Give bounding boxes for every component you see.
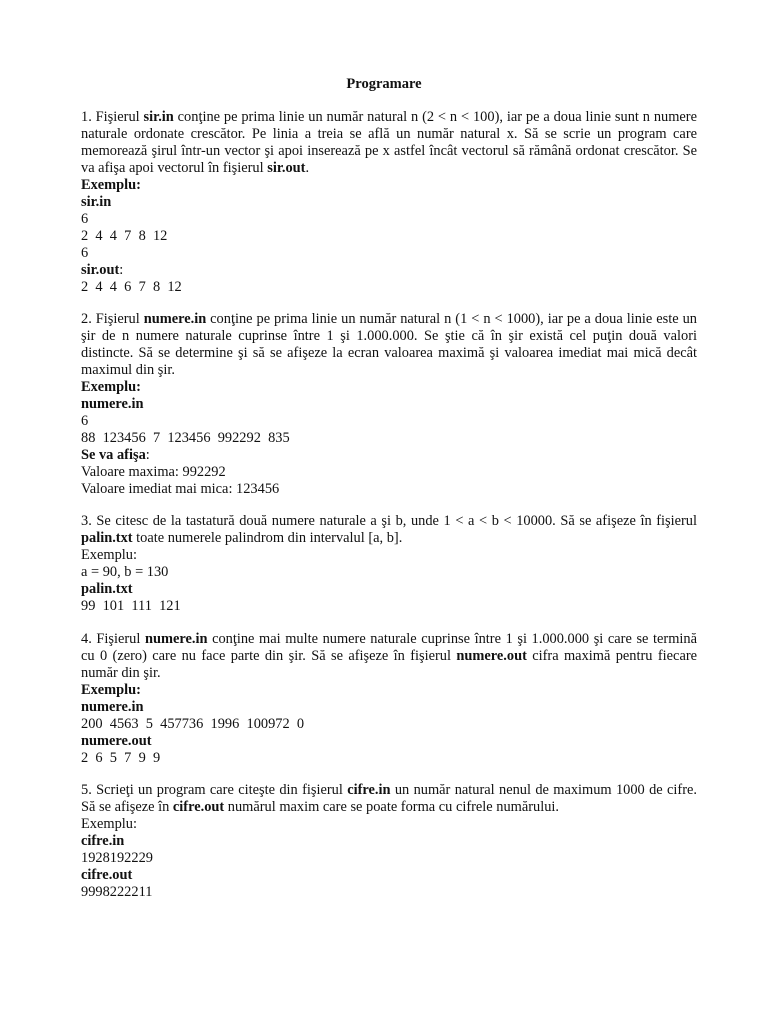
statement-text: numărul maxim care se poate forma cu cifrele numărului. [224, 799, 560, 815]
statement-text: 3. Se citesc de la tastatură două numere naturale a şi b, unde 1 < a < b < 10000. Să se afişeze în fişierul [81, 513, 697, 529]
output-line: 2 6 5 7 9 9 [81, 750, 161, 766]
input-line: 6 [81, 245, 89, 261]
output-file-label: palin.txt [81, 581, 133, 597]
output-label-line [81, 262, 697, 279]
statement-text: conţine pe prima linie un număr natural n (2 < n < 100), iar pe a doua linie sunt n numere naturale ordonate crescător. Pe linia a treia se află un număr natural x. Să se scrie un program care memorează şirul într-un vector şi apoi inserează pe x astfel încât vectorul să rămână ordonat crescător. Se va afişa apoi vectorul în fişierul [81, 109, 697, 176]
output-file-label: numere.out [81, 733, 152, 749]
input-line: a = 90, b = 130 [81, 564, 169, 580]
output-label-suffix: : [119, 262, 124, 278]
statement-text: . [305, 160, 310, 176]
file-name: cifre.in [347, 782, 391, 798]
input-line: 2 4 4 7 8 12 [81, 228, 168, 244]
output-label-line [81, 447, 697, 464]
example-label: Exemplu: [81, 816, 137, 832]
input-line: 88 123456 7 123456 992292 835 [81, 430, 290, 446]
statement-text: conţine mai multe numere naturale cuprinse între 1 şi 1.000.000 şi care se termină cu 0 (zero) care nu face parte din şir. Să se afişeze în fişierul [81, 631, 697, 664]
exercise-2 [81, 311, 697, 498]
exercise-5-statement [81, 782, 697, 816]
file-name: numere.in [143, 311, 207, 327]
exercise-5 [81, 782, 697, 901]
output-line: Valoare imediat mai mica: 123456 [81, 481, 280, 497]
exercise-4 [81, 631, 697, 767]
input-file-label: numere.in [81, 396, 144, 412]
example-label: Exemplu: [81, 682, 141, 698]
output-label-suffix: : [145, 447, 150, 463]
file-name: palin.txt [81, 530, 133, 546]
statement-text: 4. Fişierul [81, 631, 145, 647]
input-file-label: numere.in [81, 699, 144, 715]
input-line: 1928192229 [81, 850, 153, 866]
output-label: Se va afişa [81, 447, 146, 463]
example-label: Exemplu: [81, 379, 141, 395]
output-line: Valoare maxima: 992292 [81, 464, 226, 480]
file-name: sir.in [143, 109, 174, 125]
statement-text: cifra maximă pentru fiecare număr din şir. [81, 648, 698, 681]
output-file-label: cifre.out [81, 867, 133, 883]
exercise-1 [81, 109, 697, 296]
statement-text: conţine pe prima linie un număr natural n (1 < n < 1000), iar pe a doua linie este un şir de n numere naturale cuprinse între 1 şi 1.000.000. Se ştie că în şir există cel puţin două valori distincte. Să se determine şi să se afişeze la ecran valoarea maximă şi valoarea imediat mai mică decât maximul din şir. [81, 311, 697, 378]
output-line: 2 4 4 6 7 8 12 [81, 279, 182, 295]
file-name: cifre.out [172, 799, 225, 815]
exercise-3 [81, 513, 697, 615]
input-file-label: cifre.in [81, 833, 125, 849]
input-file-label: sir.in [81, 194, 112, 210]
file-name: numere.in [144, 631, 208, 647]
file-name: numere.out [456, 648, 527, 664]
statement-text: 5. Scrieţi un program care citeşte din fişierul [81, 782, 348, 798]
output-file-label: sir.out [81, 262, 120, 278]
file-name: sir.out [267, 160, 306, 176]
statement-text: 1. Fişierul [81, 109, 144, 125]
document-title: Programare [346, 76, 422, 92]
exercise-3-statement [81, 513, 697, 547]
statement-text: toate numerele palindrom din intervalul [a, b]. [132, 530, 403, 546]
example-label: Exemplu: [81, 547, 137, 563]
input-line: 200 4563 5 457736 1996 100972 0 [81, 716, 305, 732]
output-line: 9998222211 [81, 884, 153, 900]
exercise-2-statement [81, 311, 697, 379]
output-line: 99 101 111 121 [81, 598, 181, 614]
input-line: 6 [81, 211, 89, 227]
exercise-4-statement [81, 631, 697, 682]
statement-text: 2. Fişierul [81, 311, 144, 327]
exercise-1-statement [81, 109, 697, 177]
example-label: Exemplu: [81, 177, 141, 193]
statement-text: un număr natural nenul de maximum 1000 de cifre. Să se afişeze în [81, 782, 697, 815]
input-line: 6 [81, 413, 89, 429]
